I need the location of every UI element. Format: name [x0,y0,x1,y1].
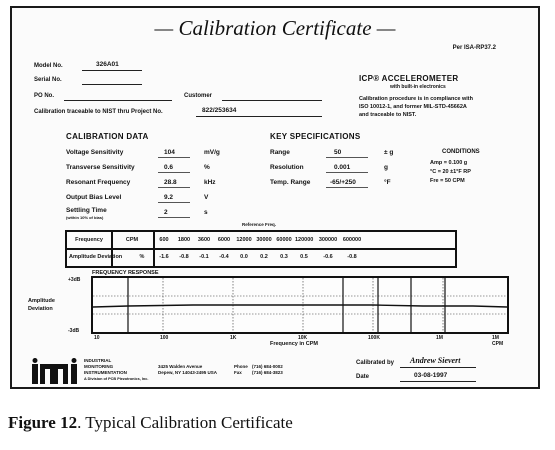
transverse-sensitivity-value: 0.6 [164,164,174,171]
date-underline [400,381,476,382]
company-name-3: INSTRUMENTATION [84,370,127,375]
po-underline [64,100,172,101]
customer-underline [222,100,322,101]
conditions-title: CONDITIONS [442,149,480,155]
freq-cell: 120000 [295,237,314,243]
resonant-frequency-unit: kHz [204,179,216,186]
model-label: Model No. [34,63,63,69]
freq-cell: 30000 [256,237,272,243]
x-axis-label: Frequency in CPM [270,341,318,347]
frequency-row-unit: CPM [125,237,139,243]
ylabel-line-2: Deviation [28,306,53,312]
freq-cell: 600 [159,237,169,243]
po-label: PO No. [34,93,55,99]
compliance-line-3: and traceable to NIST. [359,112,417,118]
ybottom-label: -3dB [68,328,80,334]
row-underline [158,172,190,173]
conditions-line-2: °C = 20 ±1°F RP [430,169,471,175]
settling-time-sub: (within 10% of bias) [66,215,104,220]
project-value: 822/253634 [202,107,237,114]
phone-value: (716) 684-0002 [252,364,283,369]
settling-time-unit: s [204,209,208,216]
address-line-1: 3425 Walden Avenue [158,364,203,369]
dev-cell: -0.8 [347,254,357,260]
fax-label: Fax [234,370,242,375]
key-specs-header: KEY SPECIFICATIONS [270,132,361,141]
output-bias-label: Output Bias Level [66,194,122,201]
resonant-frequency-label: Resonant Frequency [66,179,131,186]
settling-time-value: 2 [164,209,168,216]
resolution-label: Resolution [270,164,304,171]
conditions-line-1: Amp = 0.100 g [430,160,468,166]
compliance-line-2: ISO 10012-1, and former MIL-STD-45662A [359,104,467,110]
frequency-row-label: Frequency [75,237,103,243]
calibration-certificate [10,6,540,389]
amplitude-row-label: Amplitude Deviation [69,254,123,260]
company-name-1: INDUSTRIAL [84,358,112,363]
product-title: ICP® ACCELEROMETER [359,74,459,83]
freq-cell: 1800 [177,237,191,243]
model-value: 326A01 [96,61,119,68]
reference-freq-label: Reference Freq. [242,222,277,227]
ylabel-line-1: Amplitude [28,298,55,304]
x-tick: 1M [436,335,443,341]
fax-value: (716) 684-3823 [252,370,283,375]
temp-range-value: -65/+250 [330,179,356,186]
row-underline [158,157,190,158]
form-number: Per ISA-RP37.2 [452,45,496,51]
freq-cell: 600000 [342,237,362,243]
company-name-4: A Division of PCB Piezotronics, Inc. [84,377,149,381]
x-tick: 10K [298,335,308,341]
row-underline [326,172,368,173]
date-label: Date [356,374,370,380]
output-bias-unit: V [204,194,209,201]
address-line-2: Depew, NY 14043-2495 USA [158,370,218,375]
amplitude-row-unit: % [139,254,145,260]
x-tick: 100K [368,335,380,341]
frequency-table [65,230,457,268]
model-underline [82,70,142,71]
voltage-sensitivity-value: 104 [164,149,175,156]
figure-caption [8,413,293,433]
range-unit: ± g [384,149,394,156]
frequency-response-plot [91,276,509,334]
serial-label: Serial No. [34,77,62,83]
conditions-line-3: Fre = 50 CPM [430,178,465,184]
row-underline [326,157,368,158]
output-bias-value: 9.2 [164,194,174,201]
row-underline [326,187,368,188]
product-subtitle: with built-in electronics [390,84,446,90]
voltage-sensitivity-unit: mV/g [204,149,220,156]
voltage-sensitivity-label: Voltage Sensitivity [66,149,124,156]
date-value: 03-08-1997 [414,372,448,379]
freq-cell: 12000 [236,237,252,243]
figure-number: Figure 12 [8,413,78,432]
range-value: 50 [334,149,342,156]
resolution-unit: g [384,164,388,171]
x-tick: 100 [160,335,169,341]
dev-cell: -0.1 [199,254,209,260]
x-tick-right: 1M [492,335,499,341]
resolution-value: 0.001 [334,164,351,171]
x-tick: 10 [94,335,100,341]
frequency-response-title: FREQUENCY RESPONSE [92,270,159,276]
settling-time-label: Settling Time [66,207,107,214]
x-tick-right-unit: CPM [492,341,504,347]
compliance-line-1: Calibration procedure is in compliance with [359,96,473,102]
row-underline [158,202,190,203]
dev-cell: 0.0 [240,254,248,260]
certificate-title: — Calibration Certificate — [154,16,396,40]
serial-underline [82,84,142,85]
figure-caption-text: . Typical Calibration Certificate [77,413,293,432]
project-label: Calibration traceable to NIST thru Project No. [34,109,163,115]
x-tick: 1K [230,335,237,341]
row-underline [158,187,190,188]
resonant-frequency-value: 28.8 [164,179,177,186]
calibrated-by-label: Calibrated by [356,360,395,366]
transverse-sensitivity-label: Transverse Sensitivity [66,164,135,171]
row-underline [158,217,190,218]
calibration-data-header: CALIBRATION DATA [66,132,149,141]
freq-cell: 60000 [276,237,292,243]
dev-cell: -0.4 [219,254,229,260]
table-row-divider [67,248,455,250]
dev-cell: -0.8 [179,254,189,260]
imi-logo [32,358,82,384]
frequency-response-svg [93,278,507,332]
freq-cell: 300000 [318,237,338,243]
phone-label: Phone [234,364,248,369]
freq-cell: 6000 [217,237,231,243]
freq-cell: 3600 [197,237,211,243]
dev-cell: -0.6 [323,254,333,260]
transverse-sensitivity-unit: % [204,164,210,171]
temp-range-unit: °F [384,179,391,186]
ytop-label: +3dB [68,277,81,283]
calibrated-by-signature: Andrew Sievert [410,356,461,365]
temp-range-label: Temp. Range [270,179,311,186]
project-underline [196,116,322,117]
customer-label: Customer [184,93,213,99]
range-label: Range [270,149,290,156]
company-name-2: MONITORING [84,364,114,369]
dev-cell: -1.6 [159,254,169,260]
dev-cell: 0.2 [260,254,268,260]
dev-cell: 0.3 [280,254,288,260]
calibrated-by-underline [400,367,476,368]
dev-cell: 0.5 [300,254,308,260]
